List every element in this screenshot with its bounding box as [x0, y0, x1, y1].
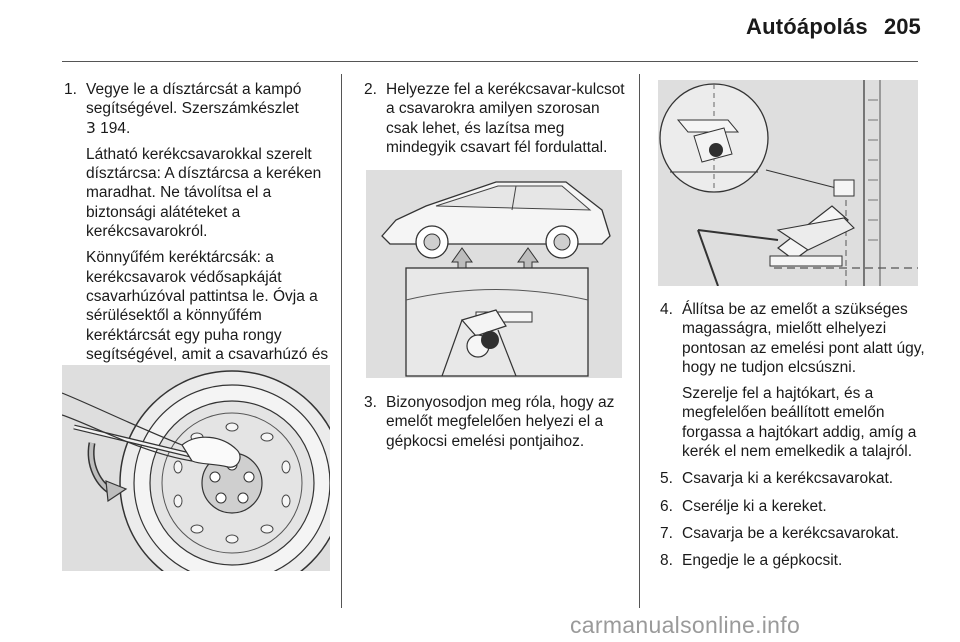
step-number: 3. — [364, 394, 377, 411]
step-number: 4. — [660, 301, 673, 318]
step-text: Vegye le a dísztárcsát a kampó segítségével. Szerszámkészlet — [86, 81, 302, 118]
step-6 — [660, 497, 930, 516]
step-text: Csavarja be a kerékcsavarokat. — [682, 524, 900, 542]
car-jacking-points-illustration — [366, 170, 622, 378]
page-reference-link[interactable]: 194. — [95, 119, 131, 137]
step-paragraph: Könnyűfém keréktárcsák: a kerékcsavarok védősapkáját csavarhúzóval pattintsa le. Óvja a sérülésektől a könnyűfém keréktárcsát egy puha rongy segítségével, amit a csavarhúzó és — [86, 249, 329, 363]
step-number: 1. — [64, 81, 77, 98]
column-2 — [364, 80, 632, 157]
step-8 — [660, 551, 930, 570]
column-2-lower — [364, 393, 632, 451]
step-1 — [64, 80, 332, 383]
step-number: 8. — [660, 552, 673, 570]
jack-under-wheel-illustration — [658, 80, 918, 286]
step-3 — [364, 393, 632, 451]
step-2 — [364, 80, 632, 157]
header-divider — [62, 61, 918, 62]
step-text: Engedje le a gépkocsit. — [682, 552, 843, 570]
step-4 — [660, 300, 930, 461]
step-text: Helyezze fel a kerékcsavar-kulcsot a csavarokra amilyen szorosan csak lehet, és lazítsa meg mindegyik csavart fél fordulattal. — [386, 81, 625, 156]
step-number: 2. — [364, 81, 377, 98]
wheel-hubcap-illustration — [62, 365, 330, 571]
step-text: Csavarja ki a kerékcsavarokat. — [682, 470, 894, 488]
step-number: 5. — [660, 470, 673, 488]
page-header-title: Autóápolás — [746, 14, 868, 39]
step-number: 6. — [660, 497, 673, 515]
column-1 — [64, 80, 332, 383]
step-7 — [660, 524, 930, 543]
step-5 — [660, 469, 930, 488]
page-number: 205 — [884, 14, 921, 39]
footer-website-watermark[interactable]: carmanualsonline.info — [570, 612, 801, 638]
step-number: 7. — [660, 524, 673, 542]
step-paragraph: Látható kerékcsavarokkal szerelt dísztárcsa: A dísztárcsa a keréken maradhat. Ne távolítsa el a biztonsági alátéteket a kerékcsavarokról. — [86, 145, 322, 241]
step-text: Bizonyosodjon meg róla, hogy az emelőt megfelelően helyezi el a gépkocsi emelési pontjaihoz. — [386, 394, 615, 450]
page-reference-arrow-icon: 3 — [86, 118, 96, 137]
step-paragraph: Szerelje fel a hajtókart, és a megfelelően beállított emelőn forgassa a hajtókart addig, amíg a kerék el nem emelkedik a talajról. — [682, 385, 917, 461]
column-divider-left — [341, 74, 342, 608]
column-3 — [660, 300, 930, 571]
step-text: Állítsa be az emelőt a szükséges magasságra, mielőtt elhelyezi pontosan az emelési pont alatt úgy, hogy ne tudjon elcsúszni. — [682, 301, 925, 376]
column-divider-right — [639, 74, 640, 608]
step-text: Cserélje ki a kereket. — [682, 497, 827, 515]
